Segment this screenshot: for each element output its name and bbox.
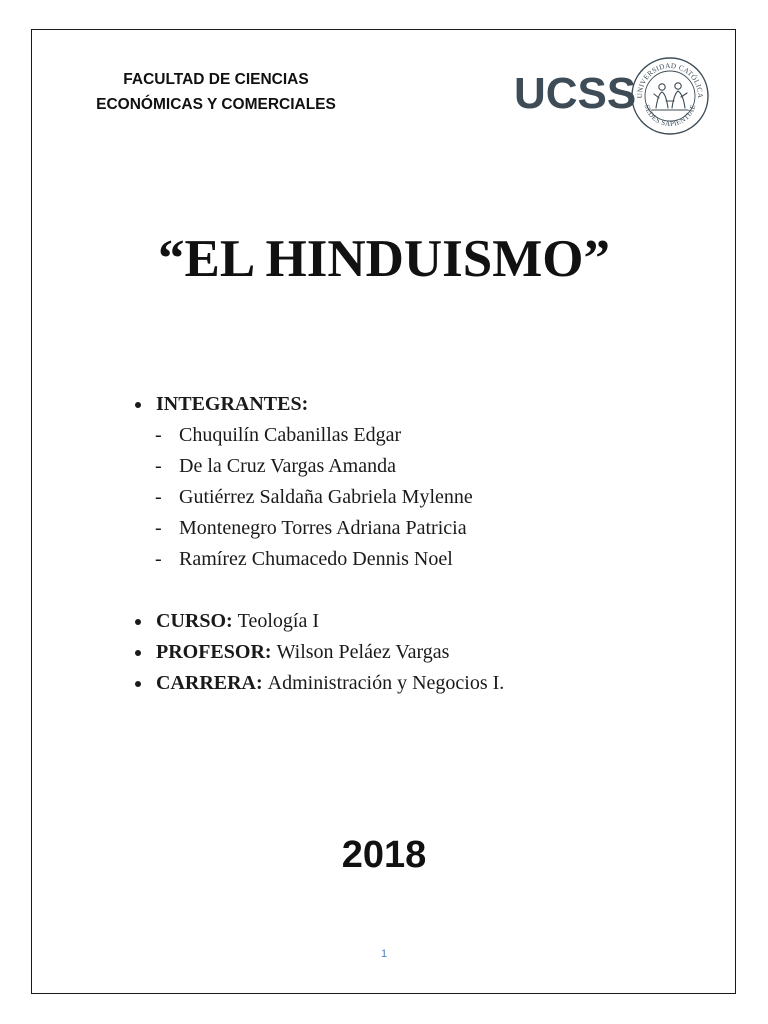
member-name: Gutiérrez Saldaña Gabriela Mylenne	[179, 486, 473, 508]
seal-bottom-text: SEDES SAPIENTIAE	[642, 103, 698, 129]
carrera-row	[133, 668, 504, 699]
curso-value: Teología I	[237, 610, 320, 632]
curso-label: CURSO:	[156, 610, 238, 632]
member-name: De la Cruz Vargas Amanda	[179, 455, 396, 477]
list-item	[133, 544, 504, 575]
faculty-line-2: ECONÓMICAS Y COMERCIALES	[96, 96, 336, 113]
list-item	[133, 420, 504, 451]
spacer	[133, 575, 504, 606]
faculty-name	[60, 67, 372, 117]
dash: -	[155, 455, 162, 477]
dash: -	[155, 517, 162, 539]
year: 2018	[341, 834, 427, 876]
dash: -	[155, 486, 162, 508]
faculty-line-1: FACULTAD DE CIENCIAS	[123, 71, 309, 88]
university-seal-icon	[630, 56, 710, 136]
member-name: Chuquilín Cabanillas Edgar	[179, 424, 402, 446]
ucss-logo	[514, 56, 714, 136]
profesor-row	[133, 637, 504, 668]
carrera-label: CARRERA:	[156, 672, 268, 694]
integrantes-row	[133, 389, 504, 420]
bullet-icon	[135, 681, 141, 687]
carrera-value: Administración y Negocios I.	[267, 672, 505, 694]
curso-row	[133, 606, 504, 637]
list-item	[133, 451, 504, 482]
list-item	[133, 513, 504, 544]
page-number: 1	[380, 948, 388, 960]
seal-top-text: UNIVERSIDAD CATÓLICA	[635, 61, 705, 99]
list-item	[133, 482, 504, 513]
document-title: “EL HINDUISMO”	[157, 230, 611, 288]
svg-text:UNIVERSIDAD CATÓLICA	[636, 62, 704, 99]
svg-text:SEDES SAPIENTIAE	[643, 103, 698, 128]
bullet-icon	[135, 650, 141, 656]
bullet-icon	[135, 402, 141, 408]
dash: -	[155, 424, 162, 446]
member-name: Montenegro Torres Adriana Patricia	[179, 517, 467, 539]
dash: -	[155, 548, 162, 570]
profesor-value: Wilson Peláez Vargas	[276, 641, 450, 663]
integrantes-label: INTEGRANTES:	[156, 393, 309, 415]
logo-wordmark: UCSS	[514, 69, 637, 118]
member-name: Ramírez Chumacedo Dennis Noel	[179, 548, 453, 570]
profesor-label: PROFESOR:	[156, 641, 277, 663]
bullet-icon	[135, 619, 141, 625]
cover-info	[133, 389, 504, 699]
